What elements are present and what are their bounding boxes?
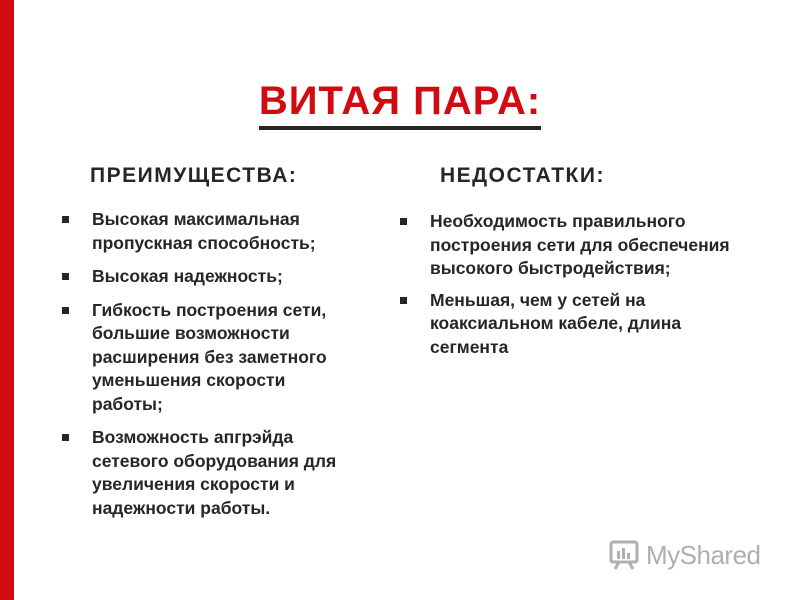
list-item-text: Меньшая, чем у сетей на коаксиальном кабеле, длина сегмента [430, 289, 682, 357]
list-item [60, 299, 360, 417]
watermark-text: MyShared [646, 539, 761, 570]
list-item-text: Высокая максимальная пропускная способность; [92, 209, 316, 253]
square-bullet-icon [62, 307, 69, 314]
square-bullet-icon [62, 216, 69, 223]
disadvantages-heading: НЕДОСТАТКИ: [440, 164, 605, 187]
list-item-text: Необходимость правильного построения сети для обеспечения высокого быстродействия; [430, 211, 730, 278]
myshared-logo-icon [608, 538, 642, 572]
list-item [398, 289, 738, 360]
advantages-list [60, 208, 360, 530]
square-bullet-icon [400, 297, 407, 304]
list-item [60, 265, 360, 289]
watermark[interactable] [608, 537, 761, 573]
slide-title [0, 78, 800, 130]
square-bullet-icon [400, 218, 407, 225]
list-item-text: Высокая надежность; [92, 266, 283, 286]
list-item [60, 426, 360, 520]
advantages-heading: ПРЕИМУЩЕСТВА: [90, 164, 298, 187]
slide-title-text: ВИТАЯ ПАРА: [259, 78, 541, 130]
list-item-text: Гибкость построения сети, большие возможности расширения без заметного уменьшения скорости работы; [92, 299, 327, 414]
square-bullet-icon [62, 273, 69, 280]
list-item [398, 210, 738, 281]
list-item-text: Возможность апгрэйда сетевого оборудования для увеличения скорости и надежности работы. [92, 427, 337, 518]
disadvantages-list [398, 210, 738, 367]
square-bullet-icon [62, 434, 69, 441]
list-item [60, 208, 360, 255]
